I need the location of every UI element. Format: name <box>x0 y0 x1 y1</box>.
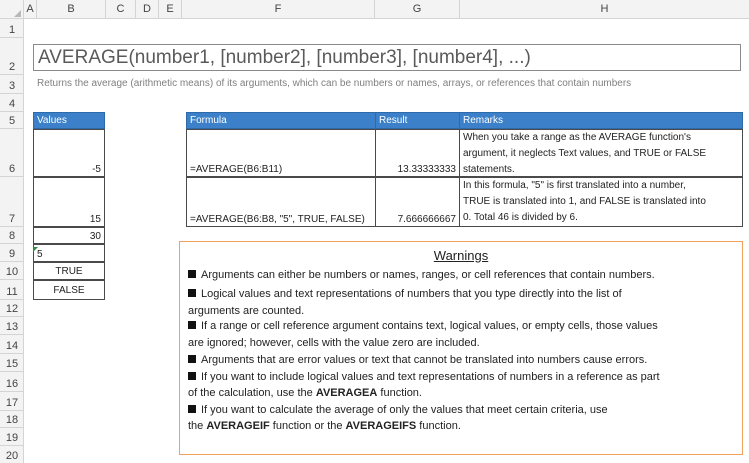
warning-line <box>188 420 461 432</box>
bullet-square-icon <box>188 289 196 297</box>
column-header-c[interactable]: C <box>106 0 136 19</box>
remark-line: TRUE is translated into 1, and FALSE is translated into <box>463 196 706 207</box>
bullet-square-icon <box>188 321 196 329</box>
function-name-averageifs: AVERAGEIFS <box>345 420 417 432</box>
row-header-15[interactable]: 15 <box>0 354 24 372</box>
row-header-8[interactable]: 8 <box>0 227 24 244</box>
row-header-4[interactable]: 4 <box>0 94 24 112</box>
warning-text: Logical values and text representations of numbers that you type directly into the list of <box>201 288 622 300</box>
result-cell-g7[interactable]: 7.666666667 <box>375 177 460 227</box>
values-cell-b11[interactable]: FALSE <box>33 280 105 300</box>
remark-line: In this formula, "5" is first translated into a number, <box>463 180 686 191</box>
row-header-11[interactable]: 11 <box>0 280 24 300</box>
remark-line: argument, it neglects Text values, and TRUE or FALSE <box>463 148 707 159</box>
warning-text: the <box>188 420 207 432</box>
values-cell-b7[interactable]: 15 <box>33 177 105 227</box>
row-header-13[interactable]: 13 <box>0 317 24 335</box>
column-header-b[interactable]: B <box>37 0 106 19</box>
warning-text: function. <box>416 420 461 432</box>
column-header-h[interactable]: H <box>600 3 609 15</box>
warning-text: are ignored; however, cells with the value zero are included. <box>188 337 480 349</box>
column-header-a[interactable]: A <box>24 0 37 19</box>
row-header-7[interactable]: 7 <box>0 177 24 227</box>
text-number-indicator-icon <box>33 247 38 252</box>
bullet-square-icon <box>188 372 196 380</box>
function-description: Returns the average (arithmetic means) of its arguments, which can be numbers or names, arrays, or references that contain numbers <box>37 78 632 89</box>
warning-line <box>188 387 422 399</box>
remarks-cell-h7[interactable] <box>459 177 743 227</box>
function-syntax-title: AVERAGE(number1, [number2], [number3], [number4], ...) <box>38 47 531 68</box>
row-header-3[interactable]: 3 <box>0 75 24 94</box>
row-header-16[interactable]: 16 <box>0 372 24 392</box>
remark-line: statements. <box>463 164 515 175</box>
warning-line <box>188 404 608 416</box>
warning-text: arguments are counted. <box>188 305 305 317</box>
values-cell-b10[interactable]: TRUE <box>33 262 105 280</box>
formula-cell-f7[interactable]: =AVERAGE(B6:B8, "5", TRUE, FALSE) <box>186 177 376 227</box>
warning-text: Arguments can either be numbers or names, ranges, or cell references that contain numbers. <box>201 269 655 281</box>
remark-line: 0. Total 46 is divided by 6. <box>463 212 578 223</box>
row-header-10[interactable]: 10 <box>0 262 24 280</box>
bullet-square-icon <box>188 355 196 363</box>
warning-line <box>188 288 622 300</box>
warning-line <box>188 354 647 366</box>
warning-text: function. <box>377 387 422 399</box>
row-header-18[interactable]: 18 <box>0 411 24 428</box>
values-cell-b6[interactable]: -5 <box>33 129 105 177</box>
row-header-6[interactable]: 6 <box>0 129 24 177</box>
remarks-header-cell[interactable]: Remarks <box>459 112 743 129</box>
values-cell-b9[interactable]: 5 <box>33 244 105 262</box>
row-header-2[interactable]: 2 <box>0 38 24 75</box>
warning-text: If a range or cell reference argument contains text, logical values, or empty cells, those values <box>201 320 658 332</box>
result-header-cell[interactable]: Result <box>375 112 460 129</box>
warnings-title: Warnings <box>433 248 489 263</box>
select-all-icon <box>14 10 21 17</box>
bullet-square-icon <box>188 270 196 278</box>
values-header-cell[interactable]: Values <box>33 112 105 129</box>
warning-line <box>188 371 660 383</box>
row-header-1[interactable]: 1 <box>0 19 24 38</box>
function-name-averageif: AVERAGEIF <box>206 420 270 432</box>
row-header-20[interactable]: 20 <box>5 450 19 462</box>
column-header-e[interactable]: E <box>159 0 182 19</box>
select-all-corner[interactable] <box>0 0 24 19</box>
warning-text: function or the <box>269 420 346 432</box>
column-header-g[interactable]: G <box>375 0 460 19</box>
row-header-19[interactable]: 19 <box>0 428 24 446</box>
row-header-5[interactable]: 5 <box>0 112 24 129</box>
remarks-cell-h6[interactable] <box>459 129 743 177</box>
values-cell-b8[interactable]: 30 <box>33 227 105 244</box>
warning-text: If you want to include logical values and text representations of numbers in a reference as part <box>201 371 660 383</box>
row-header-14[interactable]: 14 <box>0 335 24 354</box>
function-name-averagea: AVERAGEA <box>315 387 378 399</box>
column-header-f[interactable]: F <box>182 0 375 19</box>
warning-text: of the calculation, use the <box>188 387 316 399</box>
warning-line <box>188 337 480 349</box>
formula-cell-f6[interactable]: =AVERAGE(B6:B11) <box>186 129 376 177</box>
warning-line <box>188 269 655 281</box>
row-header-9[interactable]: 9 <box>0 244 24 262</box>
warning-line <box>188 320 658 332</box>
warning-line <box>188 305 304 317</box>
bullet-square-icon <box>188 405 196 413</box>
row-header-17[interactable]: 17 <box>0 392 24 411</box>
remark-line: When you take a range as the AVERAGE function's <box>463 132 691 143</box>
column-header-d[interactable]: D <box>136 0 159 19</box>
formula-header-cell[interactable]: Formula <box>186 112 376 129</box>
warning-text: Arguments that are error values or text that cannot be translated into numbers cause errors. <box>201 354 648 366</box>
result-cell-g6[interactable]: 13.33333333 <box>375 129 460 177</box>
warning-text: If you want to calculate the average of only the values that meet certain criteria, use <box>201 404 608 416</box>
row-header-12[interactable]: 12 <box>0 300 24 317</box>
